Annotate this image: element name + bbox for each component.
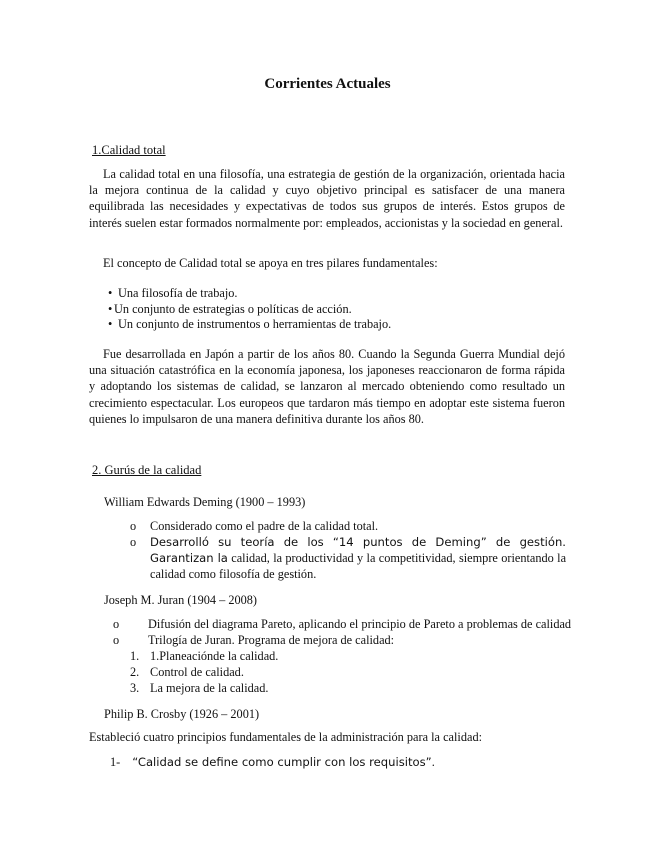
list-item: o Trilogía de Juran. Programa de mejora de calidad: <box>113 633 395 647</box>
circle-marker: o <box>113 633 120 647</box>
list-item: 2. Control de calidad. <box>130 665 244 679</box>
juran-list <box>113 616 573 648</box>
deming-list <box>130 518 566 582</box>
crosby-principle-1: 1- “Calidad se define como cumplir con los requisitos”. <box>110 755 435 769</box>
section-heading-gurus: 2. Gurús de la calidad <box>92 463 202 477</box>
list-item: o Difusión del diagrama Pareto, aplicando el principio de Pareto a problemas de calidad <box>113 617 572 631</box>
list-item: o Desarrolló su teoría de los “14 puntos de Deming” de gestión. Garantizan la calidad, la productividad y la competitividad, siempre orientando la calidad como filosofía de gestión. <box>130 535 567 581</box>
number-marker: 2. <box>130 665 140 679</box>
guru-name-deming: William Edwards Deming (1900 – 1993) <box>104 495 306 509</box>
list-item: 1. 1.Planeaciónde la calidad. <box>130 649 279 663</box>
number-marker: 1- <box>110 755 121 769</box>
section-heading-calidad-total: 1.Calidad total <box>92 143 166 157</box>
page-title: Corrientes Actuales <box>264 76 391 92</box>
circle-marker: o <box>130 519 137 533</box>
guru-name-juran: Joseph M. Juran (1904 – 2008) <box>104 593 258 607</box>
list-item: • Un conjunto de instrumentos o herramientas de trabajo. <box>108 317 392 331</box>
guru-name-crosby: Philip B. Crosby (1926 – 2001) <box>104 707 260 721</box>
bullet-marker: • <box>108 317 113 331</box>
paragraph-history: Fue desarrollada en Japón a partir de los años 80. Cuando la Segunda Guerra Mundial dejó una situación catastrófica en la economía japonesa, los japoneses reaccionaron de forma rápida y adoptando los sistemas de calidad, se lanzaron al mercado obteniendo como resultado un crecimiento espectacular. Los europeos que tardaron más tiempo en adoptar este sistema fueron quienes lo impulsaron de una manera definitiva durante los años 80. <box>89 347 565 426</box>
list-item: 3. La mejora de la calidad. <box>130 681 269 695</box>
pillars-list <box>92 286 391 333</box>
paragraph-pillars-intro: El concepto de Calidad total se apoya en tres pilares fundamentales: <box>103 256 438 270</box>
paragraph-definition: La calidad total en una filosofía, una estrategia de gestión de la organización, orientada hacia la mejora continua de la calidad y cuyo objetivo principal es satisfacer de una manera equilibrada las necesidades y expectativas de todos sus grupos de interés. Estos grupos de interés suelen estar formados normalmente por: empleados, accionistas y la sociedad en general. <box>89 167 565 230</box>
list-item: • Un conjunto de estrategias o políticas de acción. <box>108 301 352 316</box>
juran-trilogy-list <box>130 648 430 696</box>
list-item: o Considerado como el padre de la calidad total. <box>130 519 379 533</box>
number-marker: 1. <box>130 649 140 663</box>
circle-marker: o <box>113 617 120 631</box>
number-marker: 3. <box>130 681 140 695</box>
bullet-marker: • <box>108 286 113 300</box>
bullet-marker: • <box>108 301 113 316</box>
circle-marker: o <box>130 535 137 549</box>
crosby-intro: Estableció cuatro principios fundamentales de la administración para la calidad: <box>89 730 483 744</box>
list-item: • Una filosofía de trabajo. <box>108 286 238 300</box>
